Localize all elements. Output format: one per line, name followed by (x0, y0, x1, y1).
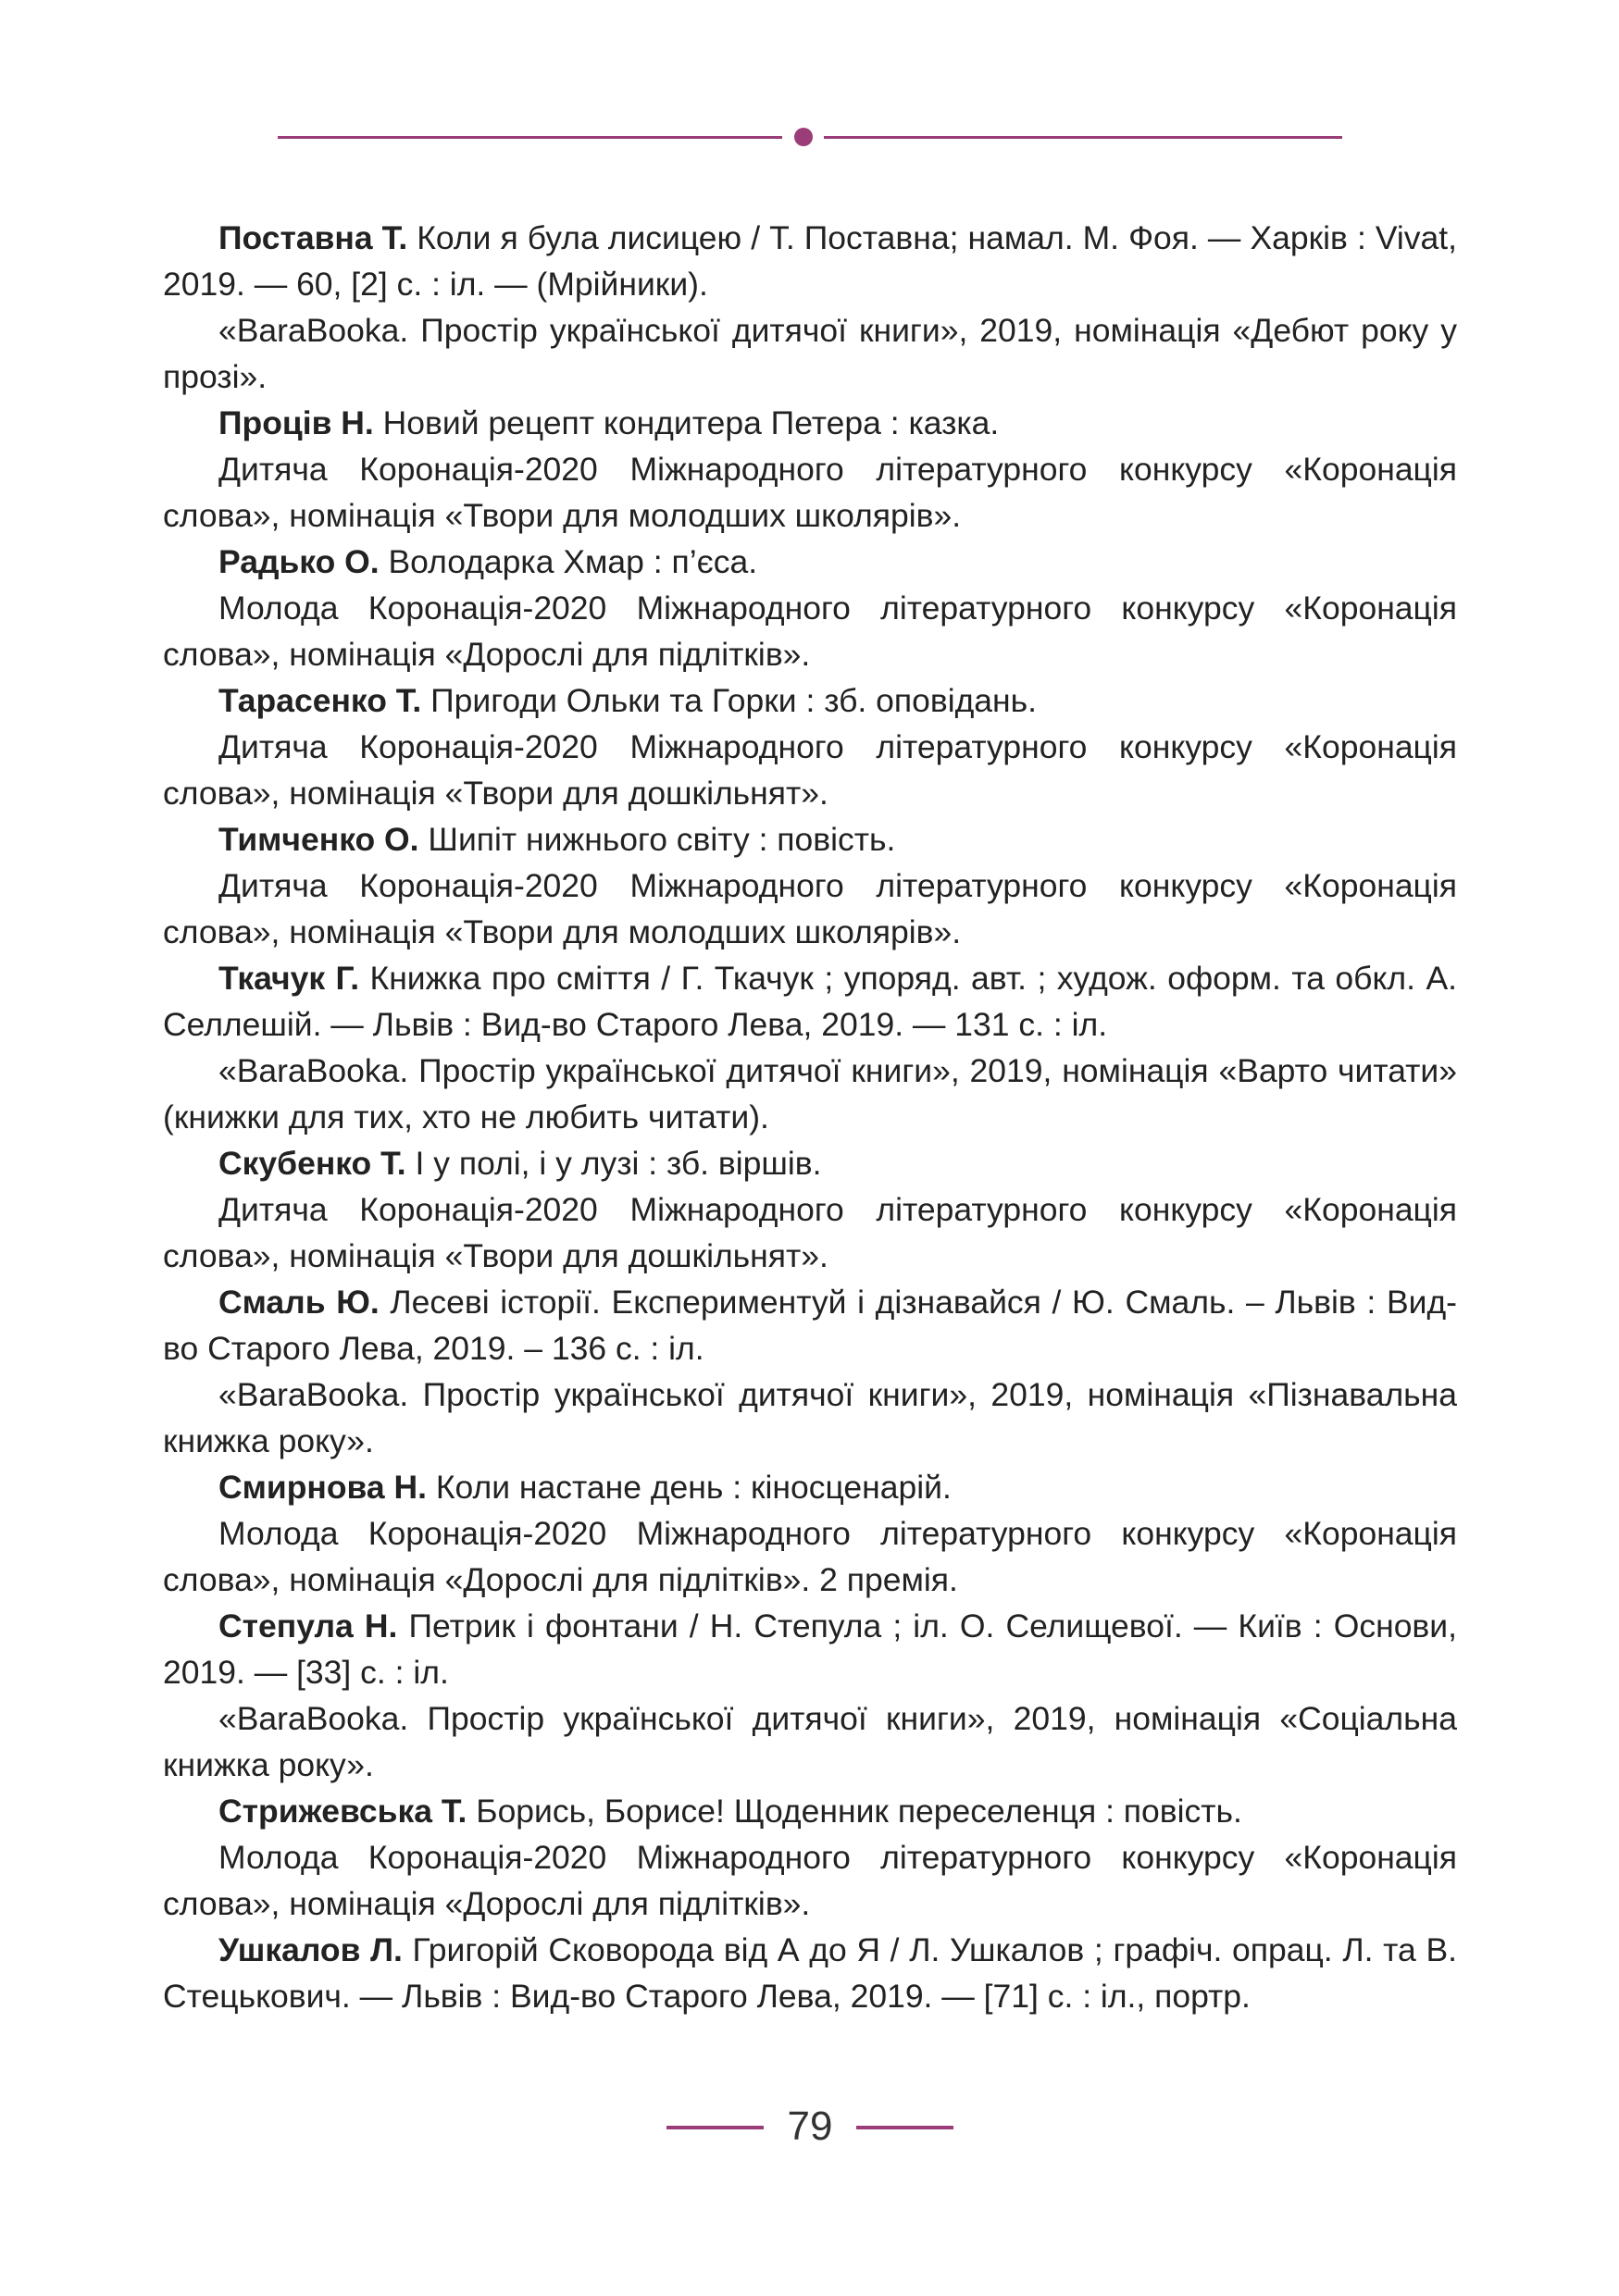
entry-award: «BaraBooka. Простір української дитячої книги», 2019, номінація «Варто читати» (книжки для тих, хто не любить читати). (163, 1052, 1457, 1136)
entry-heading (163, 215, 1457, 307)
entry-author: Смаль Ю. (218, 1284, 380, 1321)
entry-author: Тимченко О. (218, 821, 419, 858)
entry-author: Смирнова Н. (218, 1469, 427, 1506)
entry-award: «BaraBooka. Простір української дитячої книги», 2019, номінація «Пізнавальна книжка року». (163, 1376, 1457, 1459)
entry-author: Радько О. (218, 543, 380, 580)
entry-heading (163, 816, 1457, 863)
entry-author: Степула Н. (218, 1607, 398, 1644)
entry-award: «BaraBooka. Простір української дитячої книги», 2019, номінація «Дебют року у прозі». (163, 312, 1457, 395)
entry-work: Борись, Борисе! Щоденник переселенця : повість. (467, 1793, 1242, 1830)
entry-author: Стрижевська Т. (218, 1793, 467, 1830)
entry-award: Молода Коронація-2020 Міжнародного літературного конкурсу «Коронація слова», номінація «Дорослі для підлітків». (163, 590, 1457, 673)
entry-heading (163, 1464, 1457, 1510)
entry-work: Шипіт нижнього світу : повість. (418, 821, 896, 858)
entry-work: Коли настане день : кіносценарій. (427, 1469, 952, 1506)
entry-heading (163, 677, 1457, 724)
entry-author: Проців Н. (218, 404, 374, 441)
entry-award: Молода Коронація-2020 Міжнародного літературного конкурсу «Коронація слова», номінація «Дорослі для підлітків». (163, 1839, 1457, 1922)
entry-heading (163, 1788, 1457, 1834)
entry-work: Григорій Сковорода від А до Я / Л. Ушкалов ; графіч. опрац. Л. та В. Стецькович. — Львів : Вид-во Старого Лева, 2019. — [71] с. : іл., портр. (163, 1931, 1457, 2015)
entry-heading (163, 1279, 1457, 1371)
footer-line-right (856, 2126, 953, 2129)
entry-heading (163, 539, 1457, 585)
entry-author: Поставна Т. (218, 219, 408, 256)
entry-work: Лесеві історії. Експериментуй і дізнавайся / Ю. Смаль. – Львів : Вид-во Старого Лева, 2019. – 136 с. : іл. (163, 1284, 1457, 1367)
top-ornament (278, 128, 1342, 146)
entry-work: І у полі, і у лузі : зб. віршів. (405, 1145, 822, 1182)
entry-work: Книжка про сміття / Г. Ткачук ; упоряд. авт. ; худож. оформ. та обкл. А. Селлешій. — Львів : Вид-во Старого Лева, 2019. — 131 с. : іл. (163, 960, 1457, 1043)
entry-author: Ушкалов Л. (218, 1931, 403, 1968)
entry-award: Молода Коронація-2020 Міжнародного літературного конкурсу «Коронація слова», номінація «Дорослі для підлітків». 2 премія. (163, 1515, 1457, 1598)
entry-work: Пригоди Ольки та Горки : зб. оповідань. (421, 682, 1038, 719)
entry-heading (163, 400, 1457, 446)
entry-work: Новий рецепт кондитера Петера : казка. (373, 404, 1000, 441)
bibliography-list (163, 215, 1457, 2019)
entry-heading (163, 1927, 1457, 2019)
entry-work: Коли я була лисицею / Т. Поставна; намал. М. Фоя. — Харків : Vivat, 2019. — 60, [2] с. : іл. — (Мрійники). (163, 219, 1457, 303)
entry-author: Тарасенко Т. (218, 682, 422, 719)
entry-heading (163, 955, 1457, 1048)
ornament-line-right (824, 136, 1342, 139)
ornament-line-left (278, 136, 782, 139)
footer-line-left (666, 2126, 764, 2129)
entry-award: Дитяча Коронація-2020 Міжнародного літературного конкурсу «Коронація слова», номінація «Твори для дошкільнят». (163, 728, 1457, 812)
entry-work: Володарка Хмар : п’єса. (379, 543, 758, 580)
entry-author: Ткачук Г. (218, 960, 360, 997)
entry-award: Дитяча Коронація-2020 Міжнародного літературного конкурсу «Коронація слова», номінація «Твори для дошкільнят». (163, 1191, 1457, 1274)
entry-heading (163, 1140, 1457, 1186)
page-number: 79 (787, 2104, 833, 2149)
entry-heading (163, 1603, 1457, 1695)
entry-award: «BaraBooka. Простір української дитячої книги», 2019, номінація «Соціальна книжка року». (163, 1700, 1457, 1783)
page-footer (666, 2099, 953, 2154)
entry-award: Дитяча Коронація-2020 Міжнародного літературного конкурсу «Коронація слова», номінація «Твори для молодших школярів». (163, 451, 1457, 534)
entry-award: Дитяча Коронація-2020 Міжнародного літературного конкурсу «Коронація слова», номінація «Твори для молодших школярів». (163, 867, 1457, 950)
entry-author: Скубенко Т. (218, 1145, 406, 1182)
entry-work: Петрик і фонтани / Н. Степула ; іл. О. Селищевої. — Київ : Основи, 2019. — [33] с. : іл. (163, 1607, 1457, 1691)
ornament-dot (794, 128, 813, 146)
